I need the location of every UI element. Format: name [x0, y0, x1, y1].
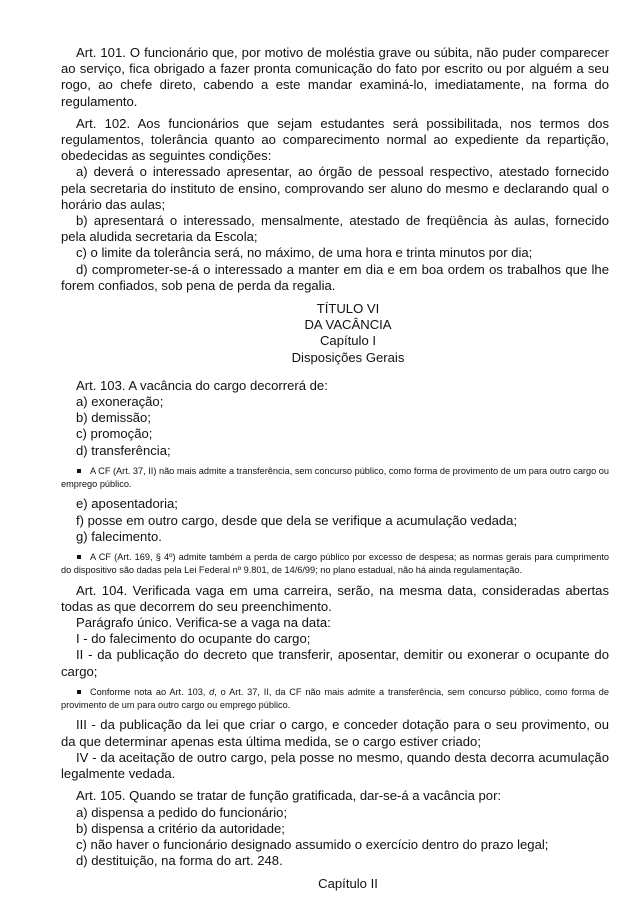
- chapter-number: Capítulo I: [319, 333, 377, 349]
- article-103-item-b: b) demissão;: [76, 410, 151, 426]
- article-103: Art. 103. A vacância do cargo decorrerá de:: [76, 377, 328, 393]
- bullet-icon: [77, 469, 81, 473]
- article-102-item-a: a) deverá o interessado apresentar, ao órgão de pessoal respectivo, atestado fornecido pela secretaria do instituto de ensino, comprovando ser aluno do mesmo e declarando qual o horário das aulas;: [61, 164, 609, 212]
- article-102: Art. 102. Aos funcionários que sejam estudantes será possibilitada, nos termos dos regulamentos, tolerância quanto ao comparecimento normal ao expediente da repartição, obedecidas as seguintes condições:: [61, 115, 609, 164]
- footnote-conforme-nota: [61, 686, 609, 712]
- footnote-excesso-despesa: [61, 551, 609, 577]
- article-104-item-iii: III - da publicação da lei que criar o cargo, e conceder dotação para o seu provimento, ou da que determinar apenas esta última medida, se o cargo estiver criado;: [61, 717, 609, 749]
- article-105-item-b: b) dispensa a critério da autoridade;: [76, 820, 285, 836]
- article-103-item-e: e) aposentadoria;: [76, 496, 178, 512]
- title-name: DA VACÂNCIA: [304, 317, 392, 333]
- title-number: TÍTULO VI: [316, 301, 380, 317]
- article-103-item-f: f) posse em outro cargo, desde que dela se verifique a acumulação vedada;: [76, 512, 518, 528]
- document-page: [61, 45, 609, 893]
- footnote-text: A CF (Art. 37, II) não mais admite a transferência, sem concurso público, como forma de provimento de um para outro cargo ou emprego público.: [61, 465, 609, 489]
- footnote-text-b: , o Art. 37, II, da CF não mais admite a transferência, sem concurso público, como forma de provimento de um para outro cargo ou emprego público.: [61, 686, 609, 710]
- article-103-item-a: a) exoneração;: [76, 394, 164, 410]
- bullet-icon: [77, 690, 81, 694]
- article-105: Art. 105. Quando se tratar de função gratificada, dar-se-á a vacância por:: [76, 788, 502, 804]
- article-102-item-d: d) comprometer-se-á o interessado a manter em dia e em boa ordem os trabalhos que lhe forem confiados, sob pena de perda da regalia.: [61, 261, 609, 293]
- chapter-name: Disposições Gerais: [291, 349, 405, 365]
- article-102-item-c: c) o limite da tolerância será, no máximo, de uma hora e trinta minutos por dia;: [76, 245, 533, 261]
- article-103-item-c: c) promoção;: [76, 426, 153, 442]
- article-105-item-d: d) destituição, na forma do art. 248.: [76, 853, 283, 869]
- article-104-item-i: I - do falecimento do ocupante do cargo;: [76, 631, 311, 647]
- article-101: Art. 101. O funcionário que, por motivo de moléstia grave ou súbita, não puder comparecer ao serviço, fica obrigado a fazer pronta comunicação do fato por escrito ou por alguém a seu rogo, ao chefe direto, cabendo a este mandar examiná-lo, imediatamente, na forma do regulamento.: [61, 45, 609, 109]
- article-103-item-d: d) transferência;: [76, 442, 171, 458]
- article-105-item-a: a) dispensa a pedido do funcionário;: [76, 804, 288, 820]
- chapter-2-heading: Capítulo II: [318, 876, 378, 892]
- footnote-transferencia: [61, 465, 609, 491]
- footnote-text: A CF (Art. 169, § 4º) admite também a perda de cargo público por excesso de despesa; as normas gerais para cumprimento do dispositivo são dadas pela Lei Federal nº 9.801, de 14/6/99; no plano estadual, não há ainda regulamentação.: [61, 552, 609, 575]
- bullet-icon: [77, 555, 81, 559]
- article-104-item-iv: IV - da aceitação de outro cargo, pela posse no mesmo, quando desta decorra acumulação legalmente vedada.: [61, 749, 609, 782]
- section-heading: [61, 301, 609, 366]
- article-103-item-g: g) falecimento.: [76, 528, 162, 544]
- article-104-item-ii: II - da publicação do decreto que transferir, aposentar, demitir ou exonerar o ocupante do cargo;: [61, 647, 609, 679]
- article-104: Art. 104. Verificada vaga em uma carreira, serão, na mesma data, consideradas abertas todas as que decorrem do seu preenchimento.: [61, 582, 609, 614]
- article-102-item-b: b) apresentará o interessado, mensalmente, atestado de freqüência às aulas, fornecido pela aludida secretaria da Escola;: [61, 213, 609, 245]
- footnote-text-em: d: [209, 686, 215, 697]
- footnote-text-a: Conforme nota ao Art. 103,: [90, 686, 210, 697]
- article-105-item-c: c) não haver o funcionário designado assumido o exercício dentro do prazo legal;: [76, 836, 549, 852]
- article-104-paragraph: Parágrafo único. Verifica-se a vaga na data:: [76, 615, 331, 631]
